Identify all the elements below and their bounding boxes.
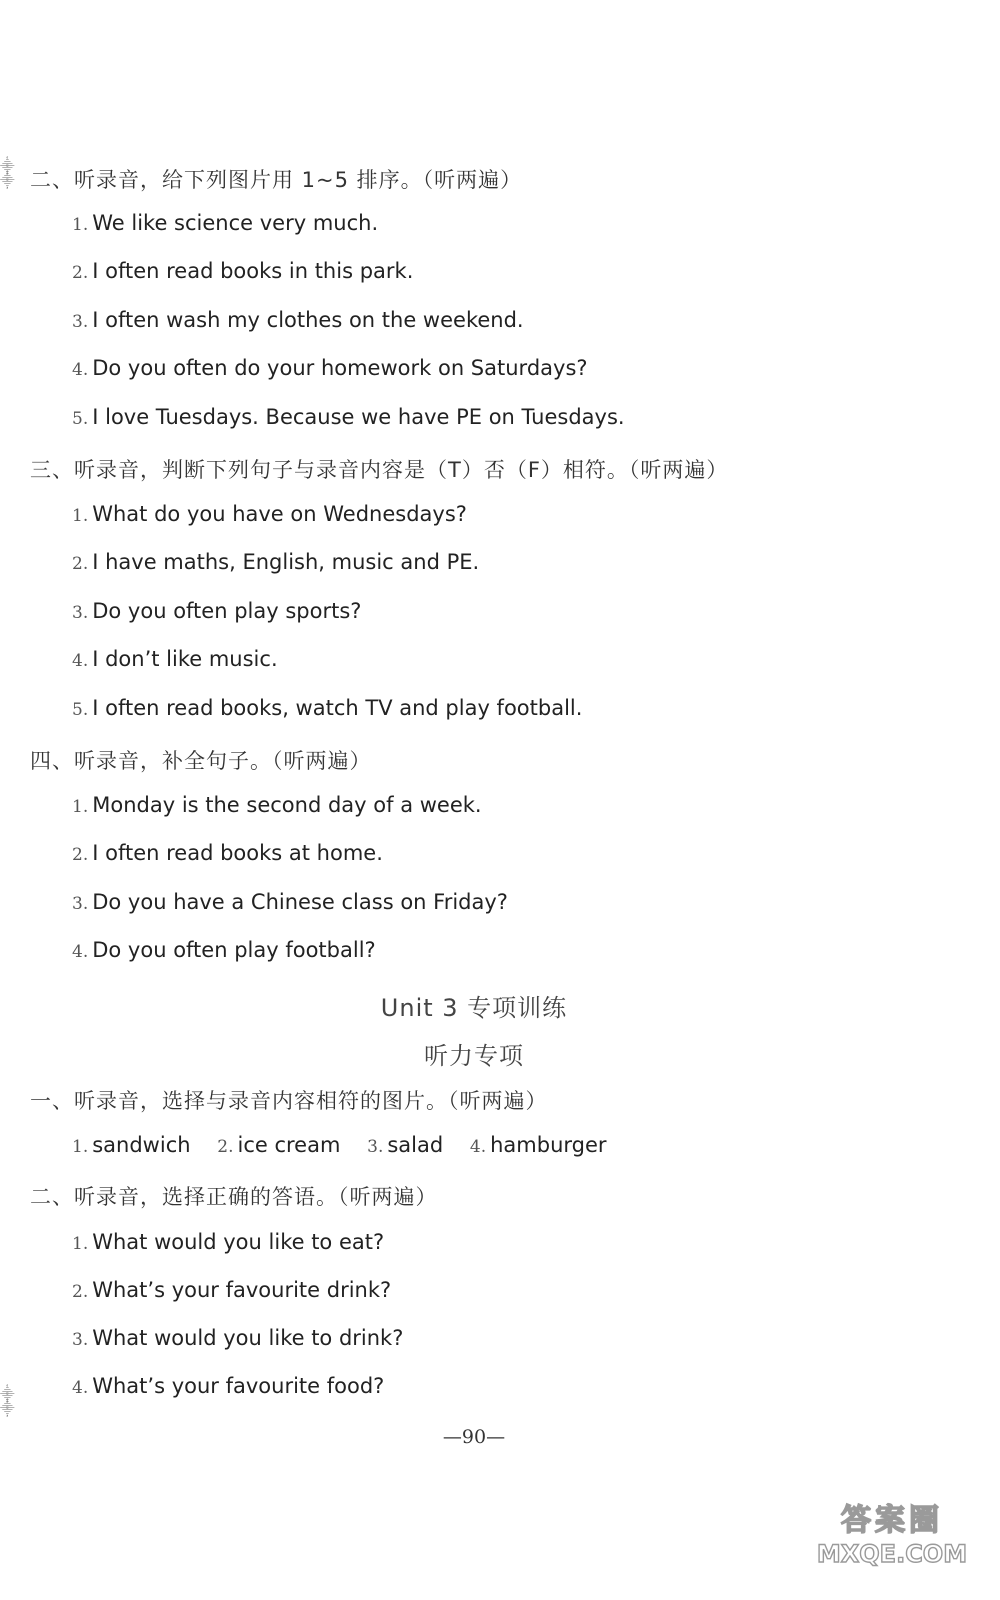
- item-number: 4.: [72, 942, 89, 962]
- item-number: 3.: [72, 603, 89, 623]
- item-number: 3.: [367, 1137, 384, 1157]
- list-item: [72, 259, 413, 283]
- item-number: 4.: [72, 1378, 89, 1398]
- unit-title: Unit 3 专项训练: [380, 994, 568, 1022]
- item-number: 2.: [217, 1137, 234, 1157]
- item-text: I often read books at home.: [92, 841, 383, 865]
- item-text: ice cream: [237, 1133, 341, 1157]
- list-item: [72, 308, 524, 332]
- item-number: 2.: [72, 1282, 89, 1302]
- item-number: 4.: [469, 1137, 487, 1157]
- section-heading: 四、听录音，补全句子。（听两遍）: [30, 749, 372, 773]
- list-item: [72, 599, 361, 623]
- item-text: sandwich: [92, 1133, 191, 1157]
- item-text: I love Tuesdays. Because we have PE on Tuesdays.: [92, 405, 625, 429]
- item-number: 1.: [72, 1234, 89, 1254]
- item-number: 2.: [72, 845, 89, 865]
- list-item: [72, 1326, 403, 1350]
- list-item: [72, 211, 378, 235]
- list-item: [72, 550, 479, 574]
- page-number: —90—: [442, 1426, 506, 1448]
- item-text: What’s your favourite food?: [92, 1374, 385, 1398]
- list-item: [72, 841, 383, 865]
- item-text: What would you like to eat?: [92, 1230, 385, 1254]
- section-heading: 一、听录音，选择与录音内容相符的图片。（听两遍）: [30, 1089, 548, 1113]
- list-item: [72, 938, 376, 962]
- binding-mark-top: ⸎ ⸎: [0, 159, 15, 189]
- item-number: 4.: [72, 651, 89, 671]
- list-item: [72, 502, 467, 526]
- list-item: [72, 696, 582, 720]
- item-text: I often read books, watch TV and play football.: [92, 696, 583, 720]
- unit-subtitle: 听力专项: [424, 1042, 524, 1070]
- watermark-bottom-text: MXQE.COM: [816, 1540, 968, 1568]
- inline-word: [367, 1133, 443, 1157]
- item-number: 5.: [72, 409, 89, 429]
- item-number: 3.: [72, 1330, 89, 1350]
- inline-word: [217, 1133, 340, 1157]
- item-number: 1.: [72, 797, 89, 817]
- item-text: What would you like to drink?: [92, 1326, 404, 1350]
- item-number: 1.: [72, 506, 89, 526]
- watermark-logo: [812, 1496, 972, 1568]
- item-text: Do you have a Chinese class on Friday?: [92, 890, 508, 914]
- item-text: What’s your favourite drink?: [92, 1278, 392, 1302]
- item-number: 1.: [72, 215, 89, 235]
- list-item: [72, 405, 625, 429]
- item-text: Do you often play football?: [92, 938, 376, 962]
- item-text: What do you have on Wednesdays?: [92, 502, 467, 526]
- item-text: I often wash my clothes on the weekend.: [92, 308, 524, 332]
- list-item: [72, 1278, 391, 1302]
- list-item: [72, 647, 278, 671]
- watermark-top-text: 答案圈: [841, 1503, 943, 1538]
- item-number: 2.: [72, 263, 89, 283]
- list-item: [72, 1374, 384, 1398]
- list-item: [72, 793, 482, 817]
- section-heading: 三、听录音，判断下列句子与录音内容是（T）否（F）相符。（听两遍）: [30, 458, 729, 482]
- item-text: I have maths, English, music and PE.: [92, 550, 480, 574]
- inline-word: [72, 1133, 191, 1157]
- list-item: [72, 1230, 384, 1254]
- item-number: 1.: [72, 1137, 89, 1157]
- item-number: 3.: [72, 894, 89, 914]
- item-number: 3.: [72, 312, 89, 332]
- item-text: salad: [387, 1133, 444, 1157]
- inline-word-row: [72, 1133, 627, 1157]
- item-text: Monday is the second day of a week.: [92, 793, 482, 817]
- item-text: Do you often do your homework on Saturdays?: [92, 356, 588, 380]
- section-heading: 二、听录音，给下列图片用 1~5 排序。（听两遍）: [30, 168, 523, 192]
- list-item: [72, 890, 508, 914]
- binding-mark-bottom: ⸎ ⸎: [0, 1387, 15, 1417]
- item-text: We like science very much.: [92, 211, 379, 235]
- list-item: [72, 356, 588, 380]
- item-number: 4.: [72, 360, 89, 380]
- item-text: I don’t like music.: [92, 647, 278, 671]
- item-number: 2.: [72, 554, 89, 574]
- watermark-graphic: [812, 1496, 972, 1568]
- item-text: hamburger: [490, 1133, 607, 1157]
- item-text: I often read books in this park.: [92, 259, 414, 283]
- item-number: 5.: [72, 700, 89, 720]
- section-heading: 二、听录音，选择正确的答语。（听两遍）: [30, 1185, 438, 1209]
- item-text: Do you often play sports?: [92, 599, 362, 623]
- inline-word: [470, 1133, 607, 1157]
